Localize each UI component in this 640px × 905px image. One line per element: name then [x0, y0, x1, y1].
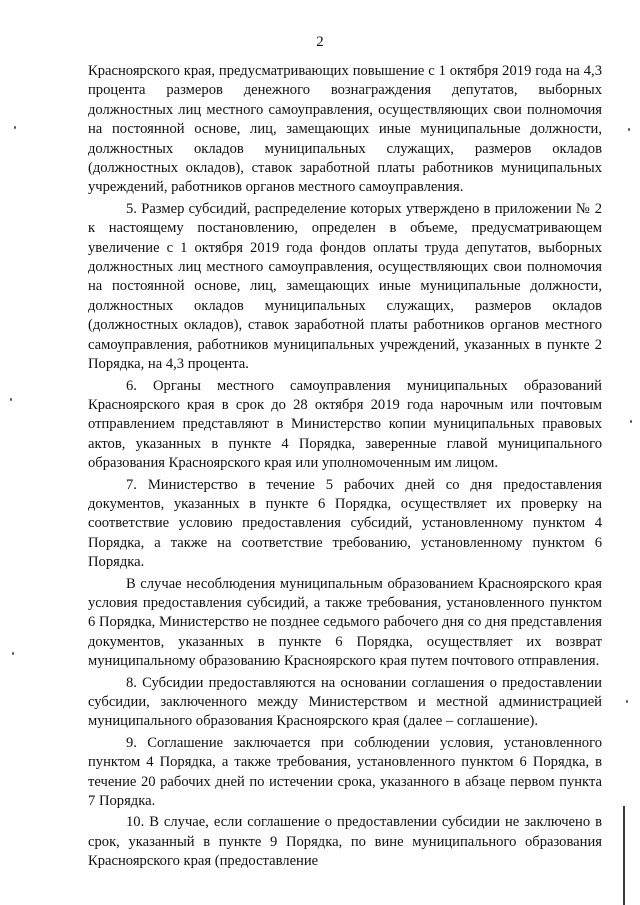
paragraph-item-5: 5. Размер субсидий, распределение которых утверждено в приложении № 2 к настоящему постановлению, определен в объеме, предусматривающем увеличение с 1 октября 2019 года фондов оплаты труда депутатов, выборных должностных лиц местного самоуправления, осуществляющих свои полномочия на постоянной основе, лиц, замещающих иные муниципальные должности, должностных окладов муниципальных служащих, размеров окладов (должностных окладов), ставок заработной платы работников органов местного самоуправления, работников муниципальных учреждений, указанных в пункте 2 Порядка, на 4,3 процента. [88, 200, 602, 373]
paragraph-item-7: 7. Министерство в течение 5 рабочих дней со дня предоставления документов, указанных в пункте 6 Порядка, осуществляет их проверку на соответствие условию предоставления субсидий, установленному пунктом 4 Порядка, а также на соответствие требованию, установленному пунктом 6 Порядка. [88, 476, 602, 571]
paragraph-item-6: 6. Органы местного самоуправления муниципальных образований Красноярского края в срок до 28 октября 2019 года нарочным или почтовым отправлением представляют в Министерство копии муниципальных правовых актов, указанных в пункте 4 Порядка, заверенные главой муниципального образования Красноярского края или уполномоченным им лицом. [88, 377, 602, 472]
paragraph-item-8: 8. Субсидии предоставляются на основании соглашения о предоставлении субсидии, заключенного между Министерством и местной администрацией муниципального образования Красноярского края (далее – соглашение). [88, 674, 602, 730]
scan-dot-right-3 [626, 700, 628, 703]
paragraph-item-10: 10. В случае, если соглашение о предоставлении субсидии не заключено в срок, указанный в пункте 9 Порядка, по вине муниципального образования Красноярского края (предоставление [88, 814, 602, 870]
paragraph-continuation: Красноярского края, предусматривающих повышение с 1 октября 2019 года на 4,3 процента размеров денежного вознаграждения депутатов, выборных должностных лиц местного самоуправления, осуществляющих свои полномочия на постоянной основе, лиц, замещающих иные муниципальные должности, должностных окладов муниципальных служащих, размеров окладов (должностных окладов), ставок заработной платы работников муниципальных учреждений, работников органов местного самоуправления. [88, 63, 602, 196]
page-number: 2 [316, 34, 324, 50]
scan-dot-right-1 [628, 128, 630, 131]
scan-dot-left-3 [12, 652, 14, 655]
scan-dot-right-2 [630, 420, 632, 423]
paragraph-item-7-part-2: В случае несоблюдения муниципальным образованием Красноярского края условия предоставления субсидий, а также требования, установленного пунктом 6 Порядка, Министерство не позднее седьмого рабочего дня со дня представления документов, указанных в пункте 6 Порядка, осуществляет их возврат муниципальному образованию Красноярского края путем почтового отправления. [88, 575, 602, 670]
document-body [88, 62, 602, 872]
scan-dot-left-2 [10, 398, 12, 401]
scan-edge-line [623, 806, 625, 905]
scan-dot-left-1 [14, 126, 16, 129]
paragraph-item-9: 9. Соглашение заключается при соблюдении условия, установленного пунктом 4 Порядка, а также требования, установленного пунктом 6 Порядка, в течение 20 рабочих дней по истечении срока, указанного в абзаце первом пункта 7 Порядка. [88, 734, 602, 810]
